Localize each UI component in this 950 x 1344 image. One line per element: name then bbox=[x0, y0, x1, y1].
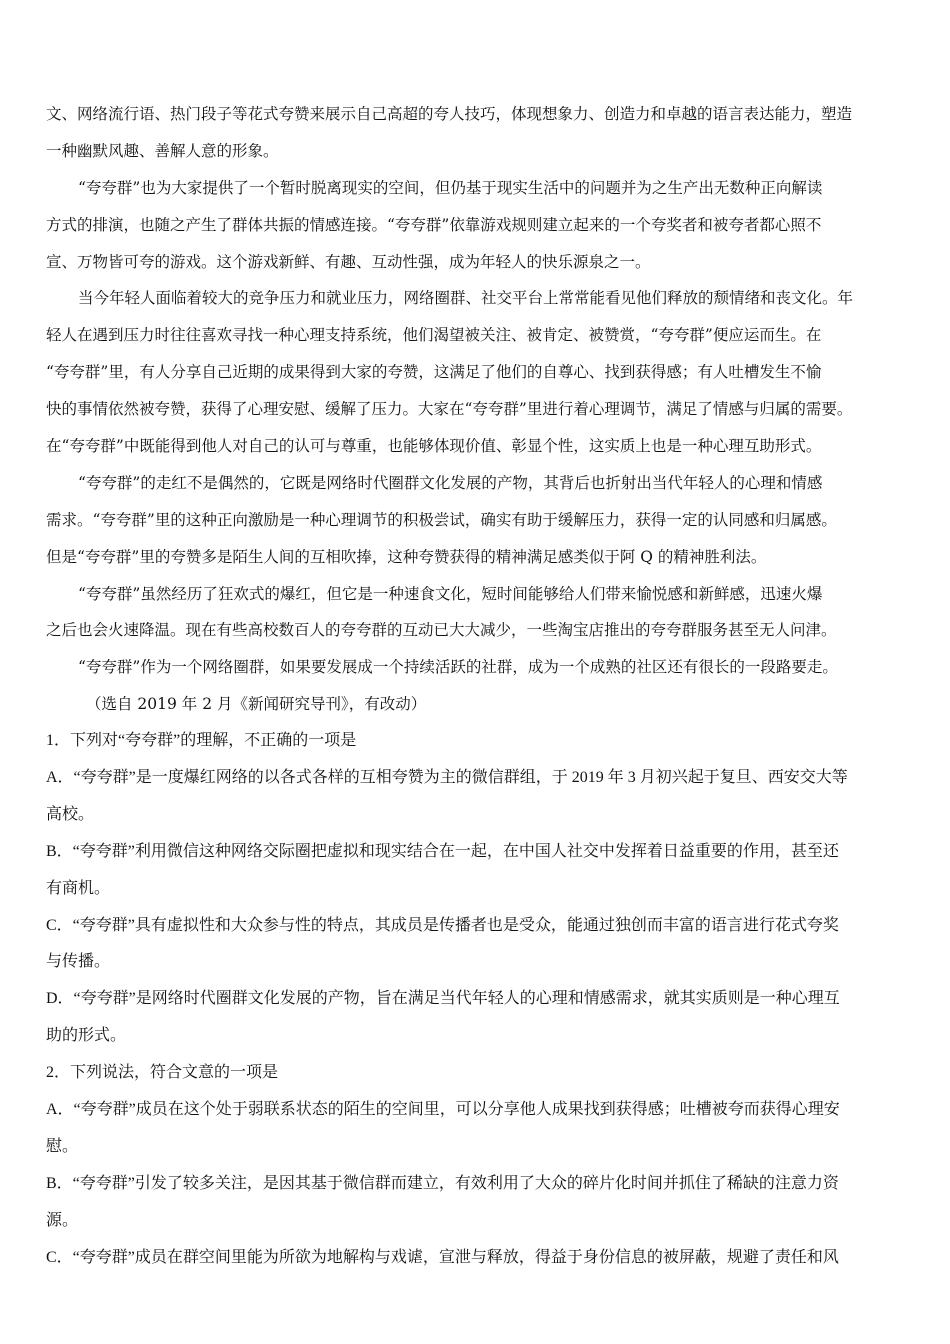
option-c bbox=[46, 1240, 906, 1277]
text-line: 文、网络流行语、热门段子等花式夸赞来展示自己高超的夸人技巧，体现想象力、创造力和卓越的语言表达能力，塑造 bbox=[46, 105, 853, 123]
text-line: “夸夸群”作为一个网络圈群，如果要发展成一个持续活跃的社群，成为一个成熟的社区还有很长的一段路要走。 bbox=[78, 658, 838, 677]
paragraph-4 bbox=[46, 465, 906, 576]
option-line: D．“夸夸群”是网络时代圈群文化发展的产物，旨在满足当代年轻人的心理和情感需求，就其实质则是一种心理互 bbox=[46, 990, 840, 1008]
source-citation: （选自 2019 年 2 月《新闻研究导刊》，有改动） bbox=[86, 695, 427, 714]
paragraph-2 bbox=[46, 170, 906, 281]
option-a bbox=[46, 760, 906, 834]
text-line: 在“夸夸群”中既能得到他人对自己的认可与尊重，也能够体现价值、彰显个性，这实质上也是一种心理互助形式。 bbox=[46, 437, 822, 456]
option-line: 慰。 bbox=[46, 1137, 79, 1155]
text-line: “夸夸群”的走红不是偶然的，它既是网络时代圈群文化发展的产物，其背后也折射出当代年轻人的心理和情感 bbox=[78, 473, 823, 492]
text-line: “夸夸群”虽然经历了狂欢式的爆红，但它是一种速食文化，短时间能够给人们带来愉悦感和新鲜感，迅速火爆 bbox=[78, 584, 823, 603]
text-line: “夸夸群”里，有人分享自己近期的成果得到大家的夸赞，这满足了他们的自尊心、找到获得感；有人吐槽发生不愉 bbox=[46, 363, 822, 382]
text-line: 但是“夸夸群”里的夸赞多是陌生人间的互相吹捧，这种夸赞获得的精神满足感类似于阿 Q 的精神胜利法。 bbox=[46, 547, 767, 566]
option-line: C．“夸夸群”成员在群空间里能为所欲为地解构与戏谑，宣泄与释放，得益于身份信息的被屏蔽，规避了责任和风 bbox=[46, 1248, 839, 1266]
option-line: B．“夸夸群”利用微信这种网络交际圈把虚拟和现实结合在一起，在中国人社交中发挥着日益重要的作用，甚至还 bbox=[46, 842, 839, 860]
text-line: 快的事情依然被夸赞，获得了心理安慰、缓解了压力。大家在“夸夸群”里进行着心理调节，满足了情感与归属的需要。 bbox=[46, 400, 853, 419]
paragraph-3 bbox=[46, 280, 906, 464]
text-line: 当今年轻人面临着较大的竞争压力和就业压力，网络圈群、社交平台上常常能看见他们释放的颓情绪和丧文化。年 bbox=[78, 289, 854, 308]
option-line: A．“夸夸群”成员在这个处于弱联系状态的陌生的空间里，可以分享他人成果找到获得感；吐槽被夸而获得心理安 bbox=[46, 1101, 840, 1119]
option-line: A．“夸夸群”是一度爆红网络的以各式各样的互相夸赞为主的微信群组，于 2019 年 3 月初兴起于复旦、西安交大等 bbox=[46, 769, 848, 787]
paragraph-6 bbox=[46, 649, 906, 686]
question-2 bbox=[46, 1055, 906, 1276]
text-line: 之后也会火速降温。现在有些高校数百人的夸夸群的互动已大大减少，一些淘宝店推出的夸夸群服务甚至无人问津。 bbox=[46, 621, 837, 640]
option-line: 与传播。 bbox=[46, 953, 111, 971]
question-stem: 2．下列说法，符合文意的一项是 bbox=[46, 1064, 279, 1082]
text-line: 宣、万物皆可夸的游戏。这个游戏新鲜、有趣、互动性强，成为年轻人的快乐源泉之一。 bbox=[46, 252, 651, 271]
option-c bbox=[46, 908, 906, 982]
option-a bbox=[46, 1092, 906, 1166]
option-line: 有商机。 bbox=[46, 879, 111, 897]
question-stem: 1．下列对“夸夸群”的理解，不正确的一项是 bbox=[46, 732, 357, 750]
text-line: 方式的排演，也随之产生了群体共振的情感连接。“夸夸群”依靠游戏规则建立起来的一个夸奖者和被夸者都心照不 bbox=[46, 215, 822, 234]
text-line: 需求。“夸夸群”里的这种正向激励是一种心理调节的积极尝试，确实有助于缓解压力，获得一定的认同感和归属感。 bbox=[46, 510, 837, 529]
option-b bbox=[46, 834, 906, 908]
paragraph-1 bbox=[46, 96, 906, 170]
option-line: B．“夸夸群”引发了较多关注，是因其基于微信群而建立，有效利用了大众的碎片化时间并抓住了稀缺的注意力资 bbox=[46, 1174, 839, 1192]
passage bbox=[46, 96, 906, 723]
option-line: 源。 bbox=[46, 1211, 79, 1229]
text-line: 一种幽默风趣、善解人意的形象。 bbox=[46, 141, 279, 160]
option-d bbox=[46, 981, 906, 1055]
option-line: 高校。 bbox=[46, 805, 95, 823]
text-line: “夸夸群”也为大家提供了一个暂时脱离现实的空间，但仍基于现实生活中的问题并为之生产出无数种正向解读 bbox=[78, 178, 823, 197]
text-line: 轻人在遇到压力时往往喜欢寻找一种心理支持系统，他们渴望被关注、被肯定、被赞赏，“夸夸群”便应运而生。在 bbox=[46, 326, 822, 345]
option-line: 助的形式。 bbox=[46, 1027, 127, 1045]
question-1 bbox=[46, 723, 906, 1055]
option-line: C．“夸夸群”具有虚拟性和大众参与性的特点，其成员是传播者也是受众，能通过独创而丰富的语言进行花式夸奖 bbox=[46, 916, 839, 934]
document-page bbox=[46, 96, 906, 1277]
paragraph-5 bbox=[46, 576, 906, 650]
option-b bbox=[46, 1166, 906, 1240]
